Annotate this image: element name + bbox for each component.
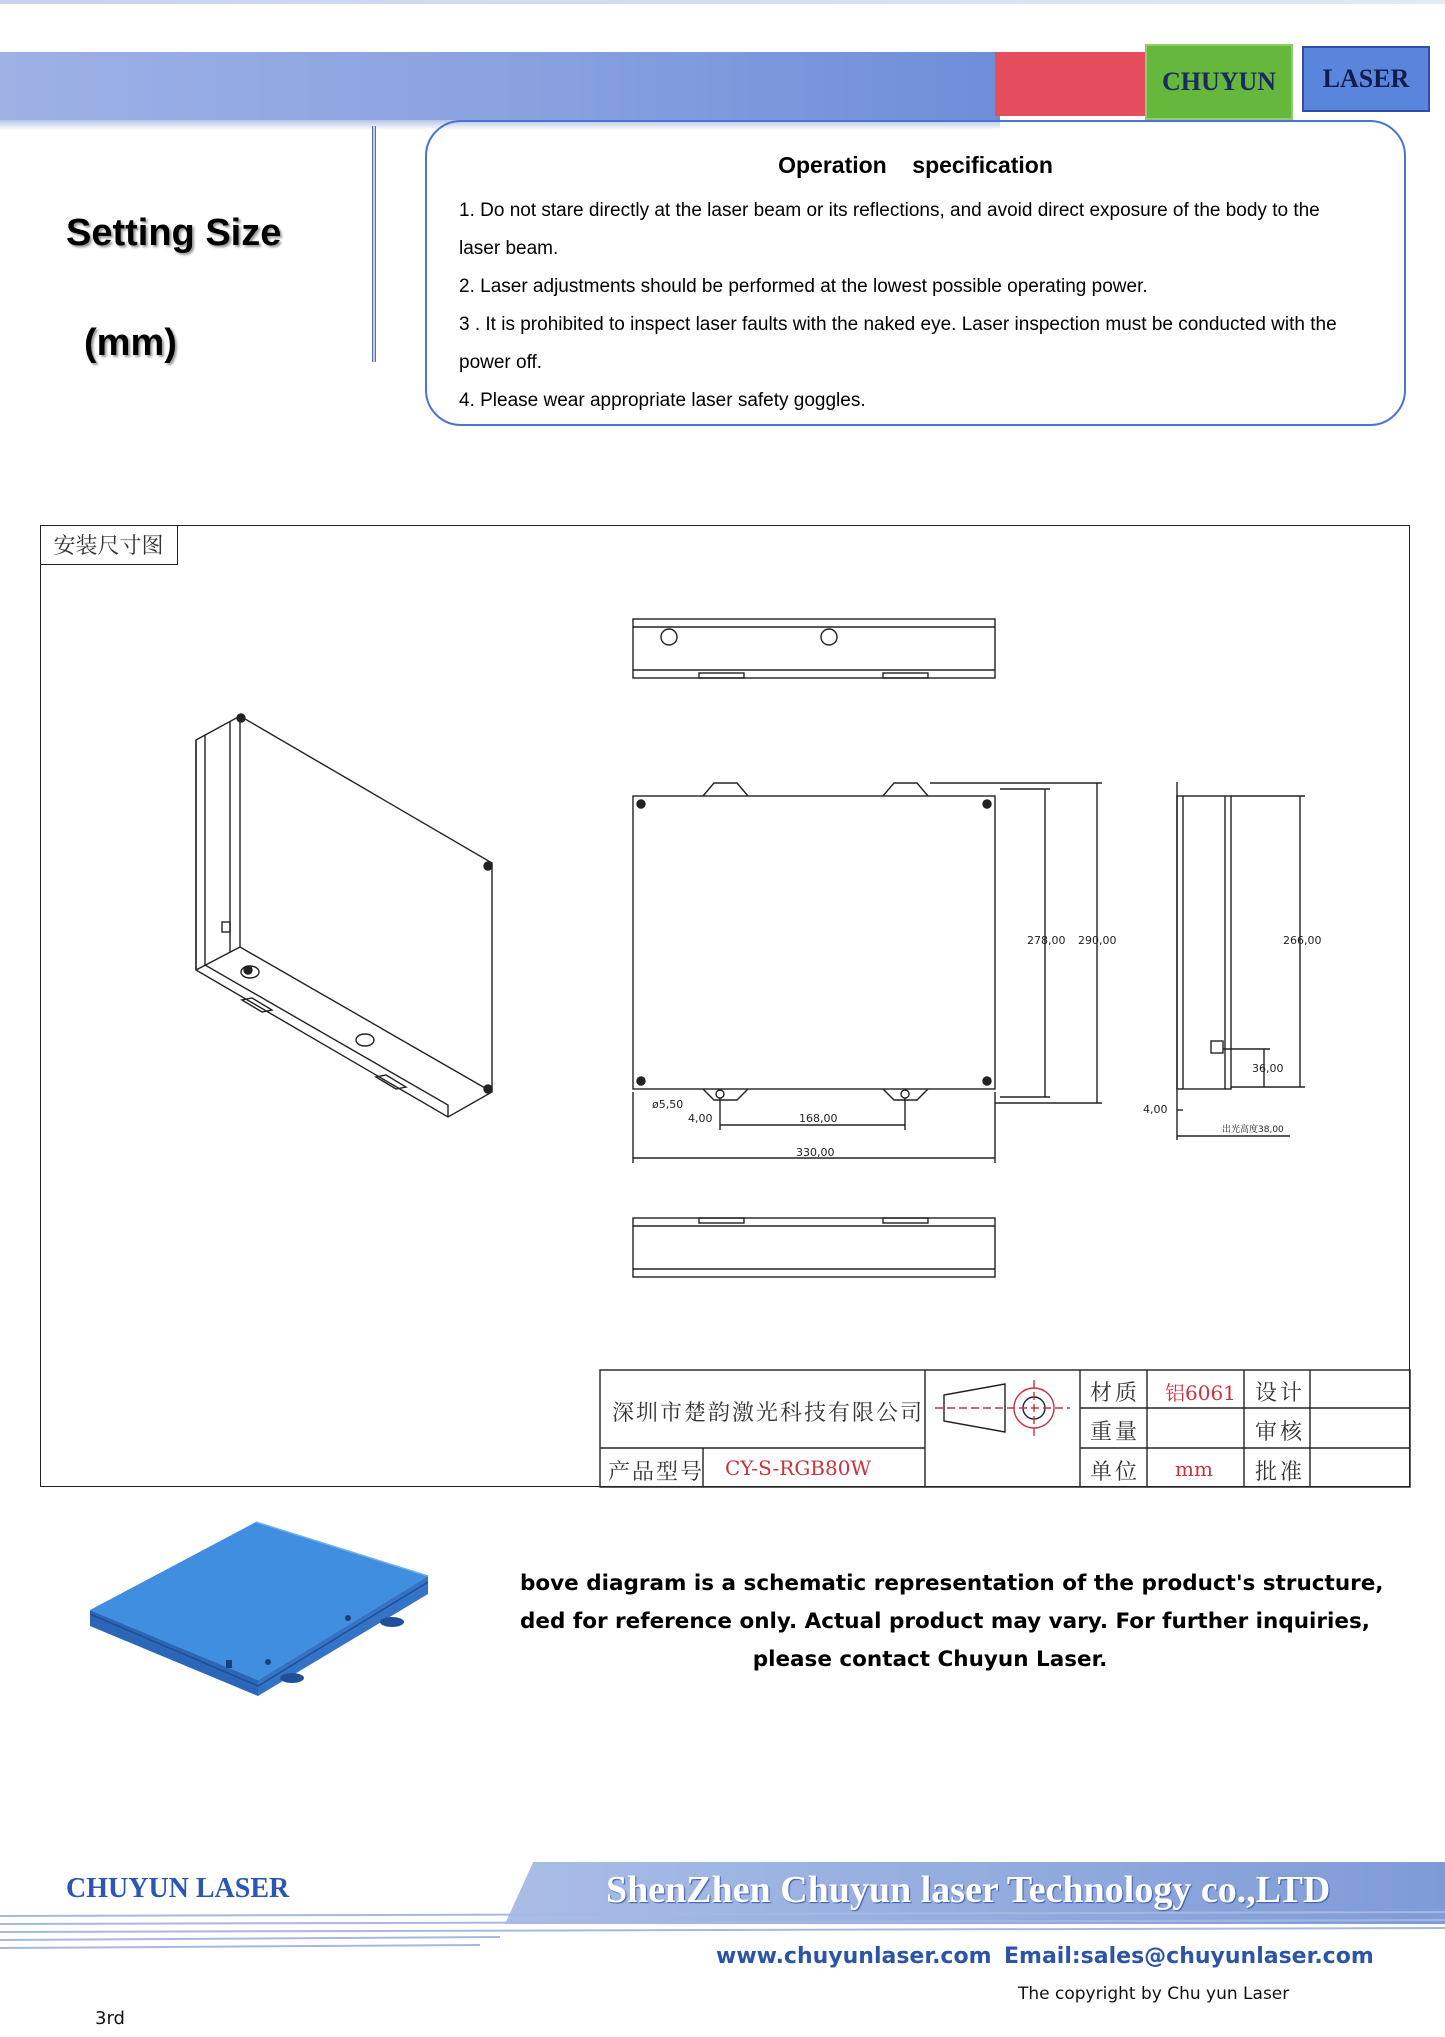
dim-height-inner: 278,00 <box>1027 934 1066 947</box>
spec-line: laser beam. <box>459 238 559 259</box>
unit-label: 单位 <box>1090 1460 1141 1485</box>
dim-height-outer: 290,00 <box>1078 934 1117 947</box>
footer-brand: CHUYUN LASER <box>66 1873 290 1904</box>
front-view <box>633 783 1102 1163</box>
spec-title: Operation specification <box>778 152 1053 178</box>
footer-copyright: The copyright by Chu yun Laser <box>1018 1984 1290 2004</box>
model-value: CY-S-RGB80W <box>725 1456 871 1480</box>
dim-hole-spacing: 168,00 <box>799 1112 838 1125</box>
weight-label: 重量 <box>1090 1420 1141 1445</box>
dim-width: 330,00 <box>796 1146 835 1159</box>
dim-side-offset: 36,00 <box>1252 1062 1284 1075</box>
dim-edge-offset: 4,00 <box>688 1112 713 1125</box>
footer-email[interactable]: Email:sales@chuyunlaser.com <box>1004 1944 1374 1969</box>
spec-line: 3 . It is prohibited to inspect laser faults with the naked eye. Laser inspection must be conducted with the <box>459 314 1337 335</box>
material-label: 材质 <box>1090 1381 1141 1406</box>
side-view <box>1177 782 1305 1140</box>
note-line: ded for reference only. Actual product may vary. For further inquiries, <box>520 1609 1370 1634</box>
drawing-tag: 安装尺寸图 <box>40 525 178 565</box>
section-unit: (mm) <box>84 322 177 364</box>
spec-line: 1. Do not stare directly at the laser beam or its reflections, and avoid direct exposure of the body to the <box>459 200 1320 221</box>
brand-laser-badge: LASER <box>1302 46 1430 112</box>
dim-side-edge: 4,00 <box>1143 1103 1168 1116</box>
product-photo <box>80 1510 440 1700</box>
note-line: bove diagram is a schematic representation of the product's structure, <box>520 1571 1384 1596</box>
isometric-view <box>196 714 492 1117</box>
bottom-view <box>633 1218 995 1277</box>
dim-side-height: 266,00 <box>1283 934 1322 947</box>
dim-hole-dia: ø5,50 <box>652 1098 684 1111</box>
section-title: Setting Size <box>66 212 282 254</box>
spec-line: power off. <box>459 352 543 373</box>
review-label: 审核 <box>1255 1420 1306 1445</box>
material-value: 铝6061 <box>1165 1381 1236 1405</box>
footer-website[interactable]: www.chuyunlaser.com <box>716 1944 992 1969</box>
company-cn: 深圳市楚韵激光科技有限公司 <box>612 1401 925 1426</box>
spec-line: 2. Laser adjustments should be performed at the lowest possible operating power. <box>459 276 1148 297</box>
page-number: 3rd <box>95 2008 125 2029</box>
top-view <box>633 619 995 678</box>
brand-chuyun-badge: CHUYUN <box>1145 44 1293 120</box>
unit-value: mm <box>1175 1457 1213 1481</box>
footer-company: ShenZhen Chuyun laser Technology co.,LTD <box>606 1869 1331 1911</box>
dim-beam-height: 出光高度38,00 <box>1222 1125 1284 1135</box>
diagram-note <box>520 1565 1384 1679</box>
note-line: please contact Chuyun Laser. <box>752 1647 1108 1672</box>
spec-line: 4. Please wear appropriate laser safety goggles. <box>459 390 866 411</box>
design-label: 设计 <box>1255 1381 1306 1406</box>
title-block <box>600 1370 1410 1487</box>
model-label: 产品型号 <box>608 1460 705 1485</box>
approve-label: 批准 <box>1255 1460 1306 1485</box>
